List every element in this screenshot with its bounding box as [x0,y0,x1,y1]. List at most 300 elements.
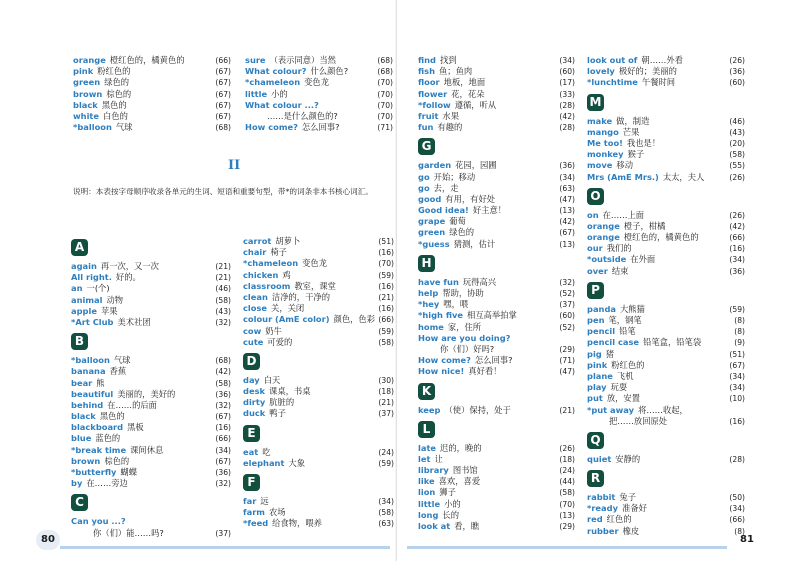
entry-meaning: 气球 [113,355,131,366]
entry-word: pink [73,66,94,77]
vocab-entry [418,465,575,476]
letter-badge: O [587,188,604,205]
entry-page-ref: (32) [559,277,575,287]
entry-meaning: 白色的 [103,110,128,121]
entry-page-ref: (68) [215,123,231,133]
entry-meaning: 长的 [442,509,459,520]
entry-word: red [587,514,603,525]
vocab-entry [418,443,575,454]
entry-meaning: 洁净的，干净的 [271,291,330,302]
entry-page-ref: (37) [559,300,575,310]
vocab-entry [243,292,394,303]
entry-meaning: 动物 [106,294,124,305]
entry-page-ref: (32) [215,317,231,327]
vocab-entry [71,389,231,400]
entry-word: plane [587,370,613,381]
entry-word: chicken [243,269,279,280]
entry-page-ref: (24) [378,447,394,457]
entry-word: find [418,55,436,65]
entry-word: help [418,288,439,298]
entry-word: How nice! [418,366,465,377]
entry-page-ref: (16) [215,423,231,433]
entry-page-ref: (28) [559,123,575,133]
entry-page-ref: (58) [378,337,394,347]
entry-word: again [71,261,97,271]
glossary-note: 说明：本表按字母顺序收录各单元的生词、短语和重要句型，带*的词条非本书核心词汇。 [73,187,373,196]
entry-meaning: 午餐时间 [641,77,676,88]
letter-badge: C [71,494,88,511]
vocab-entry [418,310,575,321]
entry-page-ref: (16) [378,304,394,314]
entry-page-ref: (71) [377,123,393,133]
vocab-entry [71,456,231,467]
entry-word: What colour ...? [245,99,319,110]
entry-word: How come? [418,355,471,366]
entry-page-ref: (70) [377,78,393,88]
entry-word: Mrs (AmE Mrs.) [587,171,659,182]
entry-meaning: 开始；移动 [433,171,476,182]
entry-meaning: 图书馆 [452,465,478,476]
entry-page-ref: (36) [215,468,231,477]
entry-meaning: 真好看！ [468,366,502,377]
entry-word: orange [587,220,620,231]
entry-word: library [418,465,449,476]
entry-word: animal [71,294,103,305]
vocab-entry [418,454,575,465]
entry-page-ref: (8) [734,316,745,325]
entry-word: orange [73,55,106,65]
vocab-column-1 [73,55,231,133]
entry-meaning: 朝……外看 [641,55,683,65]
entry-word: sure [245,55,266,65]
entry-meaning: 把……放回原处 [609,415,668,426]
vocab-entry [71,467,231,478]
entry-meaning: 课间休息 [130,444,164,455]
entry-page-ref: (58) [378,508,394,518]
vocab-entry [587,454,745,465]
footer-bar-left [60,546,390,549]
entry-page-ref: (59) [729,304,745,314]
vocab-entry [71,355,231,366]
entry-word: *Art Club [71,316,114,327]
vocab-entry [418,277,575,288]
entry-word: orange [587,232,620,243]
vocab-column-6 [587,55,745,537]
entry-word: duck [243,408,266,419]
entry-meaning: 蝴蝶 [120,467,138,477]
entry-page-ref: (29) [559,344,575,354]
entry-meaning: 远 [260,496,269,506]
vocab-entry [418,205,575,216]
entry-word: bear [71,377,93,388]
entry-word: farm [243,507,265,518]
letter-badge: R [587,470,604,487]
entry-page-ref: (37) [215,528,231,538]
entry-word: pen [587,315,605,325]
vocab-entry [73,89,231,100]
entry-page-ref: (58) [729,150,745,160]
entry-word: far [243,496,257,506]
vocab-entry [587,55,745,66]
entry-word: move [587,160,613,171]
entry-word: rubber [587,525,619,536]
entry-meaning: 一(个) [86,283,110,294]
entry-page-ref: (21) [559,405,575,415]
entry-page-ref: (67) [215,111,231,121]
vocab-entry [71,283,231,294]
entry-word: blackboard [71,422,124,433]
vocab-entry [418,77,575,88]
vocab-entry [418,55,575,66]
entry-page-ref: (24) [559,466,575,476]
vocab-entry [245,111,393,122]
entry-page-ref: (70) [377,111,393,121]
vocab-entry [71,306,231,317]
entry-meaning: 绿色的 [104,77,130,88]
entry-word: make [587,115,613,126]
vocab-column-3 [71,234,231,539]
letter-badge: E [243,425,260,442]
vocab-entry [587,116,745,127]
vocab-column-5 [418,55,575,532]
entry-meaning: 看，瞧 [454,521,480,531]
vocab-entry [245,77,393,88]
vocab-entry [418,160,575,171]
vocab-entry [418,122,575,133]
entry-word: desk [243,386,266,397]
entry-word: behind [71,399,104,410]
vocab-entry [418,366,575,377]
entry-word: late [418,442,437,453]
vocab-entry [71,433,231,444]
entry-meaning: 美术社团 [117,316,151,327]
letter-section-heading [587,282,745,300]
entry-meaning: 喜欢，喜爱 [438,476,481,487]
vocab-entry [587,326,745,337]
entry-page-ref: (37) [378,409,394,419]
entry-word: black [73,99,98,110]
entry-word: fruit [418,110,439,121]
vocab-entry [243,397,394,408]
entry-meaning: 变色龙 [304,77,330,88]
vocab-entry [587,371,745,382]
vocab-entry [587,266,745,277]
entry-page-ref: (13) [559,510,575,520]
entry-meaning: 铅笔盒，铅笔袋 [643,337,702,348]
entry-page-ref: (33) [559,89,575,99]
entry-meaning: 相互高举拍掌 [467,310,517,321]
letter-badge: F [243,474,260,491]
entry-page-ref: (13) [559,239,575,249]
entry-word: *hey [418,299,440,310]
page-number-right: 81 [740,534,754,545]
vocab-entry [587,360,745,371]
entry-meaning: 什么颜色? [310,66,349,77]
entry-word: banana [71,366,106,377]
entry-word: let [418,453,431,464]
entry-word: *break time [71,444,127,455]
entry-page-ref: (36) [729,67,745,77]
entry-word: *follow [418,99,451,110]
vocab-entry [71,445,231,456]
entry-page-ref: (70) [377,100,393,110]
entry-page-ref: (68) [377,56,393,65]
entry-meaning: 好的。 [115,272,141,283]
entry-page-ref: (47) [559,194,575,204]
entry-meaning: 好主意！ [472,205,507,216]
entry-page-ref: (58) [215,378,231,388]
entry-meaning: 让 [434,453,443,464]
entry-page-ref: (66) [378,315,394,325]
entry-word: by [71,478,83,489]
entry-page-ref: (67) [215,67,231,77]
entry-word: *chameleon [245,77,301,88]
entry-word: All right. [71,272,112,283]
entry-word: classroom [243,280,291,291]
entry-meaning: 粉红色的 [611,359,645,370]
entry-page-ref: (34) [215,445,231,455]
vocab-entry [418,288,575,299]
entry-page-ref: (47) [559,367,575,377]
vocab-entry [71,261,231,272]
entry-page-ref: (10) [729,394,745,404]
vocab-entry [243,458,394,469]
entry-meaning: 给食物，喂养 [272,518,322,529]
entry-page-ref: (8) [734,526,745,536]
vocab-entry [71,378,231,389]
entry-word: Good idea! [418,205,469,216]
entry-meaning: 准备好 [622,503,647,514]
vocab-entry [243,496,394,507]
vocab-entry [71,411,231,422]
entry-page-ref: (34) [729,504,745,514]
entry-page-ref: (21) [378,292,394,302]
vocab-entry [587,349,745,360]
entry-meaning: 芒果 [622,126,640,137]
entry-word: chair [243,247,267,258]
entry-meaning: 我也是！ [626,137,661,148]
vocab-entry [418,476,575,487]
entry-word: good [418,193,442,204]
letter-section-heading [71,333,231,351]
vocab-entry [243,303,394,314]
entry-page-ref: (26) [729,210,745,220]
entry-word: go [418,182,430,193]
left-page [0,0,396,561]
entry-meaning: 橙红色的，橘黄色的 [623,232,699,243]
entry-page-ref: (59) [378,458,394,468]
entry-word: *lunchtime [587,77,638,88]
entry-word: brown [73,88,103,99]
vocab-entry [73,111,231,122]
entry-meaning: 颜色，色彩 [333,314,376,325]
vocab-entry [418,499,575,510]
entry-page-ref: (16) [729,416,745,426]
letter-section-heading [71,494,231,512]
entry-page-ref: (67) [215,89,231,99]
entry-meaning: 白天 [263,374,281,385]
entry-page-ref: (67) [215,78,231,88]
entry-meaning: 气球 [115,122,133,133]
entry-page-ref: (20) [729,138,745,148]
vocab-entry [73,100,231,111]
entry-meaning: 黑板 [127,422,144,433]
entry-meaning: 大象 [288,457,306,468]
vocab-entry [587,337,745,348]
entry-page-ref: (63) [378,519,394,529]
vocab-entry [587,304,745,315]
vocab-entry [243,270,394,281]
vocab-entry [418,405,575,416]
entry-page-ref: (8) [734,327,745,337]
entry-meaning: 玩耍 [610,382,628,393]
entry-page-ref: (21) [378,398,394,408]
vocab-entry [587,232,745,243]
right-page [397,0,793,561]
entry-word: *put away [587,404,635,415]
entry-meaning: 玩得高兴 [462,276,497,287]
entry-word: on [587,209,599,220]
entry-page-ref: (43) [215,306,231,316]
vocab-entry [73,66,231,77]
entry-word: *balloon [73,122,112,133]
entry-page-ref: (51) [729,349,745,359]
entry-word: long [418,509,439,520]
entry-page-ref: (32) [215,400,231,410]
vocab-entry [71,528,231,539]
entry-page-ref: (9) [734,338,745,348]
entry-word: brown [71,455,101,466]
entry-meaning: 再一次，又一次 [100,261,159,271]
entry-word: mango [587,126,619,137]
entry-word: *outside [587,254,627,265]
entry-meaning: 安静的 [615,453,641,464]
entry-word: Can you ...? [71,516,126,527]
vocab-entry [418,172,575,183]
entry-word: blue [71,433,92,444]
entry-meaning: ……是什么颜色的? [267,110,338,121]
entry-word: white [73,110,100,121]
vocab-entry [587,243,745,254]
vocab-entry [418,355,575,366]
vocab-entry [71,317,231,328]
vocab-entry [587,405,745,416]
vocab-entry [587,172,745,183]
entry-meaning: 花园，园圃 [455,160,497,171]
vocab-entry [587,382,745,393]
entry-meaning: 在……的后面 [107,399,157,410]
entry-meaning: 你（们）好吗? [440,343,495,354]
footer-bar-right [407,546,727,549]
entry-word: pig [587,348,602,359]
vocab-entry [245,122,393,133]
entry-word: like [418,476,435,487]
entry-meaning: 放，安置 [606,393,641,404]
vocab-entry [245,89,393,100]
entry-word: pencil case [587,337,640,348]
vocab-column-2 [245,55,393,133]
entry-page-ref: (70) [378,259,394,269]
entry-meaning: 地板，地面 [443,77,486,88]
entry-page-ref: (42) [559,217,575,227]
entry-page-ref: (68) [377,67,393,77]
entry-page-ref: (63) [559,183,575,193]
entry-meaning: 胡萝卜 [275,236,301,246]
entry-meaning: 绿色的 [449,227,475,238]
entry-page-ref: (28) [729,454,745,464]
entry-meaning: 在……上面 [602,209,645,220]
vocab-entry [587,160,745,171]
entry-page-ref: (44) [559,477,575,487]
entry-word: cute [243,336,264,347]
entry-page-ref: (70) [559,499,575,509]
entry-word: apple [71,305,97,316]
entry-meaning: 大熊猫 [619,303,645,314]
entry-word: fun [418,122,434,133]
vocab-entry [243,258,394,269]
entry-page-ref: (26) [729,172,745,182]
vocab-entry [245,100,393,111]
entry-page-ref: (67) [559,228,575,238]
entry-meaning: 小的 [444,498,461,509]
entry-page-ref: (32) [215,479,231,489]
vocab-entry [73,55,231,66]
entry-meaning: 飞机 [616,370,634,381]
entry-word: an [71,283,83,294]
entry-page-ref: (55) [729,161,745,171]
entry-page-ref: (70) [377,89,393,99]
entry-word: lion [418,487,436,498]
vocab-entry [418,89,575,100]
entry-word: home [418,321,444,332]
vocab-entry [243,326,394,337]
entry-meaning: 教室，课堂 [294,280,336,291]
letter-section-heading [418,383,575,401]
entry-meaning: 猪 [605,348,615,359]
entry-word: eat [243,446,259,457]
letter-section-heading [243,353,394,371]
letter-badge: L [418,421,435,438]
entry-meaning: 太太，夫人 [662,171,705,182]
entry-word: pencil [587,326,616,337]
entry-word: go [418,171,430,182]
entry-meaning: 狮子 [439,487,456,498]
entry-word: look at [418,521,451,531]
entry-word: How come? [245,122,298,133]
entry-meaning: 帮助，协助 [442,288,484,298]
entry-meaning: 我们的 [606,243,632,254]
entry-page-ref: (18) [559,454,575,464]
entry-page-ref: (16) [378,248,394,258]
entry-meaning: 去，走 [433,182,459,193]
vocab-entry [243,518,394,529]
entry-page-ref: (67) [729,360,745,370]
vocab-column-4 [243,236,394,530]
entry-page-ref: (26) [559,443,575,453]
entry-meaning: 粉红色的 [97,66,131,77]
entry-meaning: 移动 [616,160,633,171]
entry-meaning: 做，制造 [616,115,650,126]
vocab-entry [243,507,394,518]
entry-meaning: 棕色的 [104,455,130,466]
vocab-entry [243,337,394,348]
entry-page-ref: (42) [729,221,745,231]
entry-meaning: 关，关闭 [271,303,305,314]
vocab-entry [243,281,394,292]
letter-badge: G [418,138,435,155]
entry-meaning: 苹果 [100,305,118,316]
vocab-entry [73,122,231,133]
